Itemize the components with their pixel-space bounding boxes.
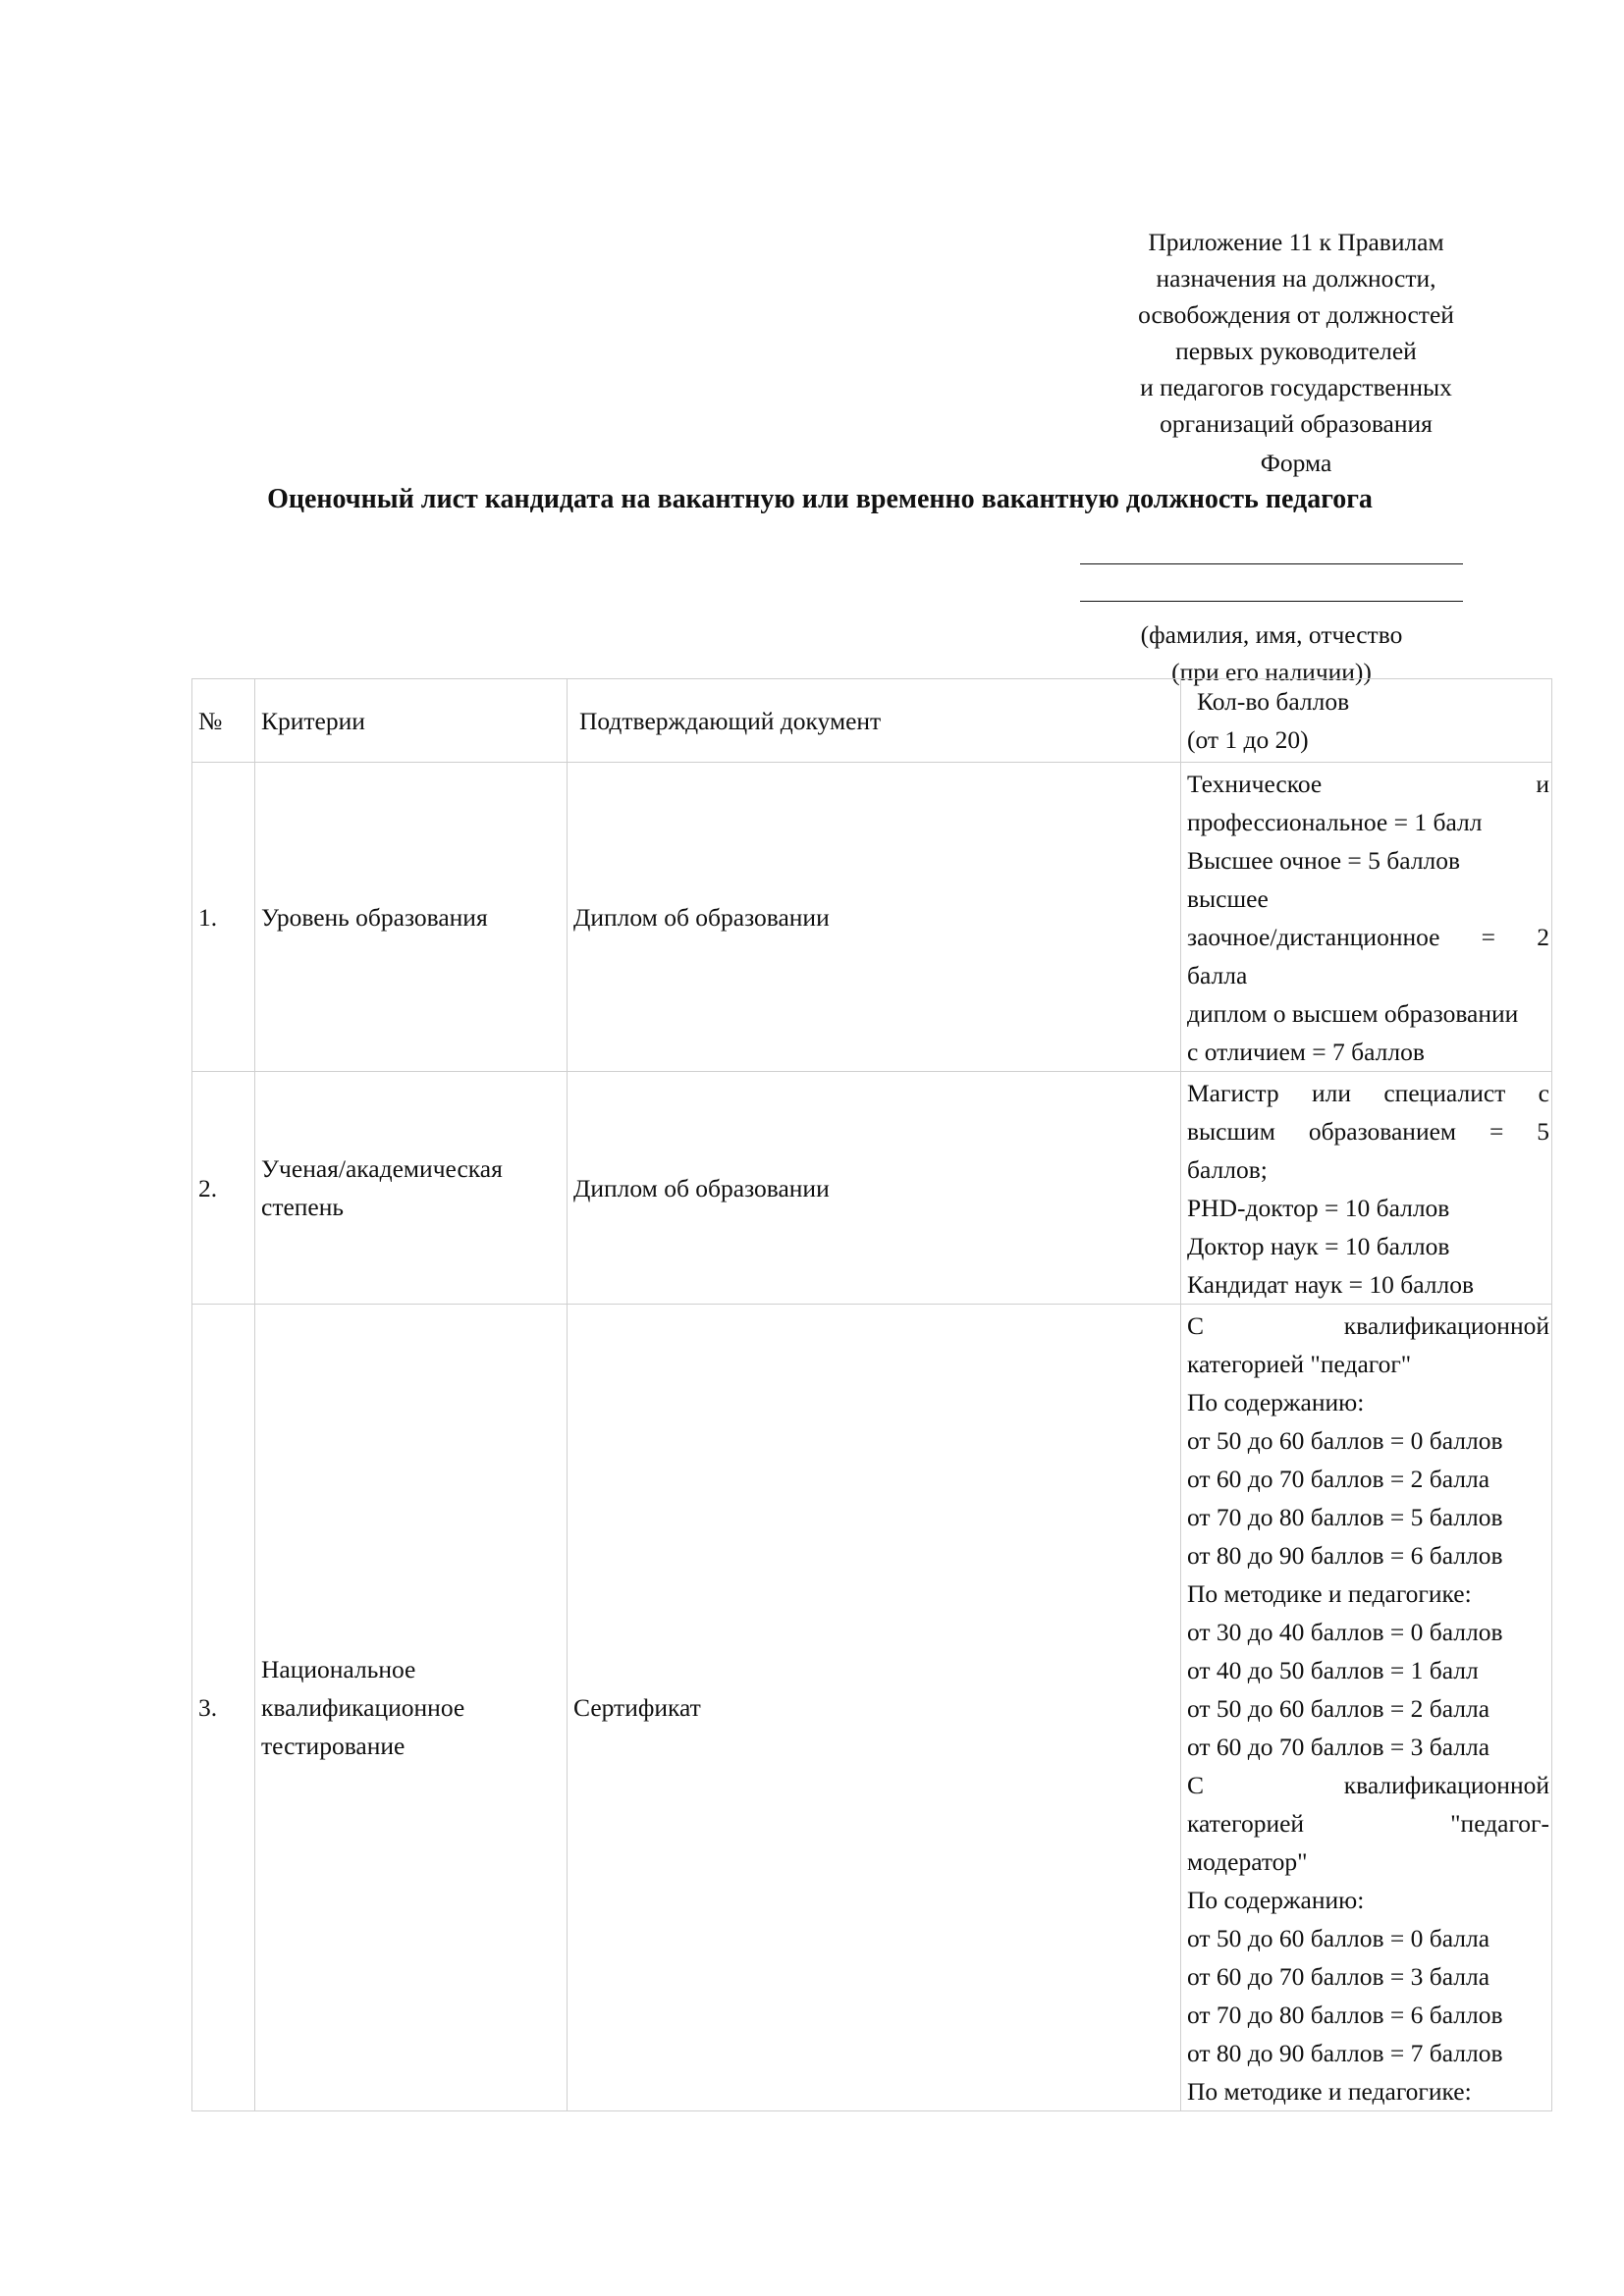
row-document: Диплом об образовании: [568, 763, 1181, 1072]
row-points: [1181, 1305, 1552, 2111]
name-blank-line: [1080, 542, 1463, 564]
points-line: По содержанию:: [1187, 1388, 1365, 1416]
points-line: С квалификационной: [1187, 1311, 1549, 1340]
row-criteria: [255, 763, 568, 1072]
points-line: диплом о высшем образовании: [1187, 999, 1519, 1028]
header-criteria: Критерии: [255, 679, 568, 763]
points-line: от 30 до 40 баллов = 0 баллов: [1187, 1618, 1503, 1646]
table-row: [192, 763, 1552, 1072]
points-line: модератор": [1187, 1847, 1308, 1876]
row-points: [1181, 763, 1552, 1072]
points-line: от 70 до 80 баллов = 6 баллов: [1187, 2001, 1503, 2029]
row-document: Диплом об образовании: [568, 1072, 1181, 1305]
points-line: По методике и педагогике:: [1187, 1579, 1472, 1608]
points-line: По содержанию:: [1187, 1886, 1365, 1914]
points-line: Высшее очное = 5 баллов: [1187, 846, 1461, 875]
header-points: [1181, 679, 1552, 763]
header-number: №: [192, 679, 255, 763]
points-line: профессиональное = 1 балл: [1187, 808, 1483, 836]
appendix-line: назначения на должности,: [1156, 264, 1436, 293]
points-line: от 80 до 90 баллов = 7 баллов: [1187, 2039, 1503, 2067]
points-line: от 60 до 70 баллов = 3 балла: [1187, 1733, 1490, 1761]
candidate-name-field: [1080, 533, 1463, 691]
criteria-line: Национальное: [261, 1655, 416, 1683]
appendix-line: и педагогов государственных: [1140, 373, 1452, 401]
row-criteria: [255, 1305, 568, 2111]
criteria-line: Ученая/академическая: [261, 1154, 503, 1183]
points-line: от 50 до 60 баллов = 0 балла: [1187, 1924, 1490, 1952]
points-line: Доктор наук = 10 баллов: [1187, 1232, 1450, 1260]
header-document: Подтверждающий документ: [568, 679, 1181, 763]
points-line: Магистр или специалист с: [1187, 1079, 1549, 1107]
name-caption-line: (при его наличии)): [1171, 658, 1372, 686]
row-points: [1181, 1072, 1552, 1305]
points-line: от 60 до 70 баллов = 3 балла: [1187, 1962, 1490, 1991]
table-row: [192, 1072, 1552, 1305]
appendix-note: [1046, 224, 1546, 481]
name-caption-line: (фамилия, имя, отчество: [1140, 620, 1403, 649]
points-line: высшее: [1187, 884, 1269, 913]
appendix-line: освобождения от должностей: [1138, 300, 1454, 329]
criteria-line: квалификационное: [261, 1693, 465, 1722]
points-line: высшим образованием = 5: [1187, 1117, 1549, 1146]
points-line: PHD-доктор = 10 баллов: [1187, 1194, 1450, 1222]
row-criteria: [255, 1072, 568, 1305]
points-line: Техническое и: [1187, 770, 1549, 798]
points-line: категорией "педагог": [1187, 1350, 1412, 1378]
points-line: от 40 до 50 баллов = 1 балл: [1187, 1656, 1479, 1684]
points-line: от 60 до 70 баллов = 2 балла: [1187, 1465, 1490, 1493]
table-header-row: [192, 679, 1552, 763]
row-number: 3.: [192, 1305, 255, 2111]
row-number: 2.: [192, 1072, 255, 1305]
points-line: баллов;: [1187, 1155, 1268, 1184]
criteria-line: Уровень образования: [261, 902, 488, 932]
appendix-line: первых руководителей: [1175, 337, 1417, 365]
points-line: от 80 до 90 баллов = 6 баллов: [1187, 1541, 1503, 1570]
document-title: Оценочный лист кандидата на вакантную или временно вакантную должность педагога: [267, 484, 1373, 514]
points-line: с отличием = 7 баллов: [1187, 1038, 1425, 1066]
row-number: 1.: [192, 763, 255, 1072]
appendix-line: Приложение 11 к Правилам: [1148, 228, 1444, 256]
points-line: По методике и педагогике:: [1187, 2077, 1472, 2106]
criteria-line: степень: [261, 1193, 345, 1221]
header-points-line: (от 1 до 20): [1187, 725, 1309, 754]
points-line: от 50 до 60 баллов = 2 балла: [1187, 1694, 1490, 1723]
points-line: от 50 до 60 баллов = 0 баллов: [1187, 1426, 1503, 1455]
header-points-line: Кол-во баллов: [1197, 687, 1350, 716]
table-row: [192, 1305, 1552, 2111]
appendix-line: организаций образования: [1160, 409, 1433, 438]
points-line: балла: [1187, 961, 1248, 989]
criteria-line: тестирование: [261, 1732, 406, 1760]
form-label: Форма: [1260, 449, 1332, 477]
points-line: категорией "педагог-: [1187, 1809, 1549, 1838]
points-line: С квалификационной: [1187, 1771, 1549, 1799]
evaluation-table: [191, 678, 1552, 2111]
row-document: Сертификат: [568, 1305, 1181, 2111]
points-line: от 70 до 80 баллов = 5 баллов: [1187, 1503, 1503, 1531]
points-line: Кандидат наук = 10 баллов: [1187, 1270, 1474, 1299]
name-blank-line: [1080, 579, 1463, 602]
points-line: заочное/дистанционное = 2: [1187, 923, 1549, 951]
